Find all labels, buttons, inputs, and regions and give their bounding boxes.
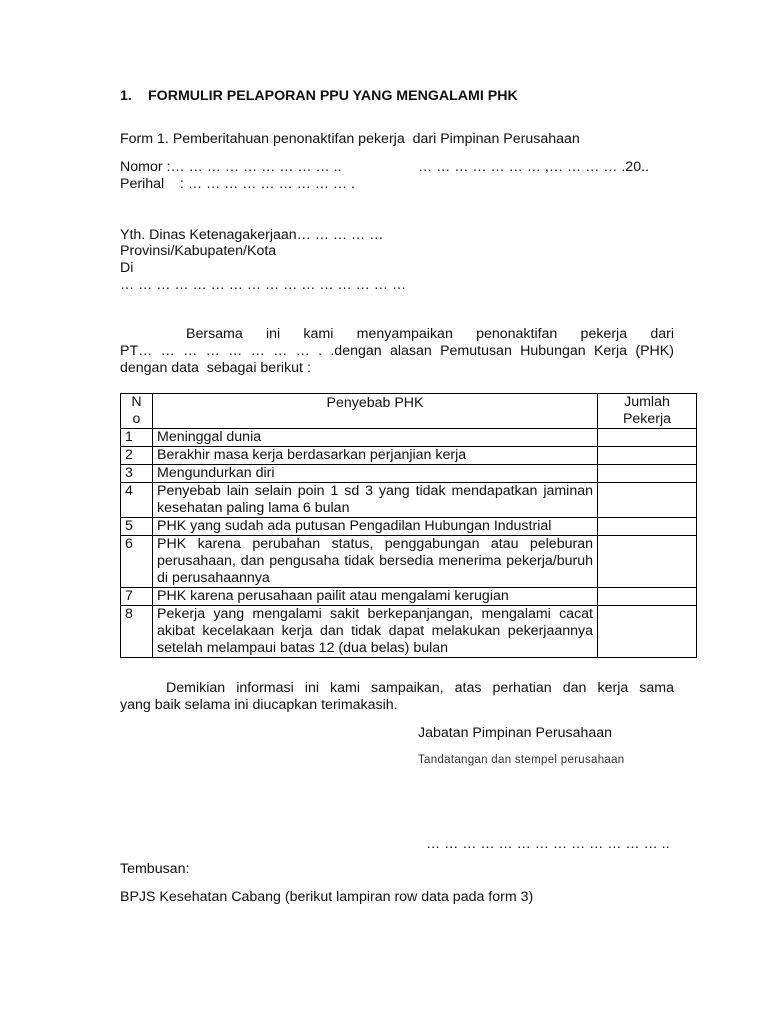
di-line: Di (120, 260, 134, 276)
signature-dots: … … … … … … … … … … … … … .. (426, 836, 670, 852)
table-row (121, 429, 697, 447)
table-row (121, 447, 697, 465)
table-header-row (121, 394, 697, 429)
province-line: Provinsi/Kabupaten/Kota (120, 243, 277, 259)
row-cause: Mengundurkan diri (153, 465, 598, 483)
row-cause: Penyebab lain selain poin 1 sd 3 yang tidak mendapatkan jaminan kesehatan paling lama 6 bulan (153, 483, 598, 518)
table-row (121, 536, 697, 588)
intro-line-1: Bersama ini kami menyampaikan penonaktifan pekerja dari (186, 326, 674, 342)
row-number: 8 (121, 606, 153, 658)
row-cause: PHK yang sudah ada putusan Pengadilan Hubungan Industrial (153, 518, 598, 536)
header-no: N o (121, 394, 153, 429)
row-cause: Pekerja yang mengalami sakit berkepanjangan, mengalami cacat akibat kecelakaan kerja dan tidak dapat melakukan pekerjaannya setelah melampaui batas 12 (dua belas) bulan (153, 606, 598, 658)
row-cause: PHK karena perubahan status, penggabungan atau peleburan perusahaan, dan pengusaha tidak bersedia menerima pekerja/buruh di perusahaannya (153, 536, 598, 588)
section-number: 1. (120, 88, 132, 104)
row-count (598, 518, 697, 536)
row-cause: Berakhir masa kerja berdasarkan perjanjian kerja (153, 447, 598, 465)
row-number: 7 (121, 588, 153, 606)
row-number: 2 (121, 447, 153, 465)
perihal-line: Perihal : … … … … … … … … … . (120, 176, 355, 192)
nomor-line: Nomor :… … … … … … … … … .. (120, 159, 342, 175)
table-row (121, 606, 697, 658)
row-number: 4 (121, 483, 153, 518)
closing-line-1: Demikian informasi ini kami sampaikan, atas perhatian dan kerja sama (166, 680, 674, 696)
intro-line-3: dengan data sebagai berikut : (120, 360, 311, 376)
table-row (121, 483, 697, 518)
signatory-position: Jabatan Pimpinan Perusahaan (418, 725, 613, 741)
tembusan-recipient: BPJS Kesehatan Cabang (berikut lampiran row data pada form 3) (120, 889, 534, 905)
table-row (121, 465, 697, 483)
date-line: … … … … … … … ,… … … … .20.. (418, 159, 649, 175)
row-count (598, 429, 697, 447)
closing-line-2: yang baik selama ini diucapkan terimakasih. (120, 697, 398, 713)
row-number: 1 (121, 429, 153, 447)
row-count (598, 447, 697, 465)
phk-table (120, 393, 697, 658)
header-count: Jumlah Pekerja (598, 394, 697, 429)
row-number: 6 (121, 536, 153, 588)
row-number: 5 (121, 518, 153, 536)
intro-line-2: PT… … … … … … … … . .dengan alasan Pemutusan Hubungan Kerja (PHK) (120, 343, 674, 359)
row-count (598, 588, 697, 606)
signature-note: Tandatangan dan stempel perusahaan (418, 754, 625, 766)
row-count (598, 465, 697, 483)
address-dots: … … … … … … … … … … … … … … … … (120, 277, 407, 293)
row-number: 3 (121, 465, 153, 483)
table-row (121, 518, 697, 536)
tembusan-label: Tembusan: (120, 861, 190, 877)
row-cause: PHK karena perusahaan pailit atau mengalami kerugian (153, 588, 598, 606)
header-cause: Penyebab PHK (153, 394, 598, 429)
row-cause: Meninggal dunia (153, 429, 598, 447)
addressee-line: Yth. Dinas Ketenagakerjaan… … … … … (120, 227, 384, 243)
row-count (598, 536, 697, 588)
document-title: FORMULIR PELAPORAN PPU YANG MENGALAMI PHK (148, 88, 518, 104)
form-title: Form 1. Pemberitahuan penonaktifan pekerja dari Pimpinan Perusahaan (120, 131, 580, 147)
table-row (121, 588, 697, 606)
row-count (598, 483, 697, 518)
row-count (598, 606, 697, 658)
